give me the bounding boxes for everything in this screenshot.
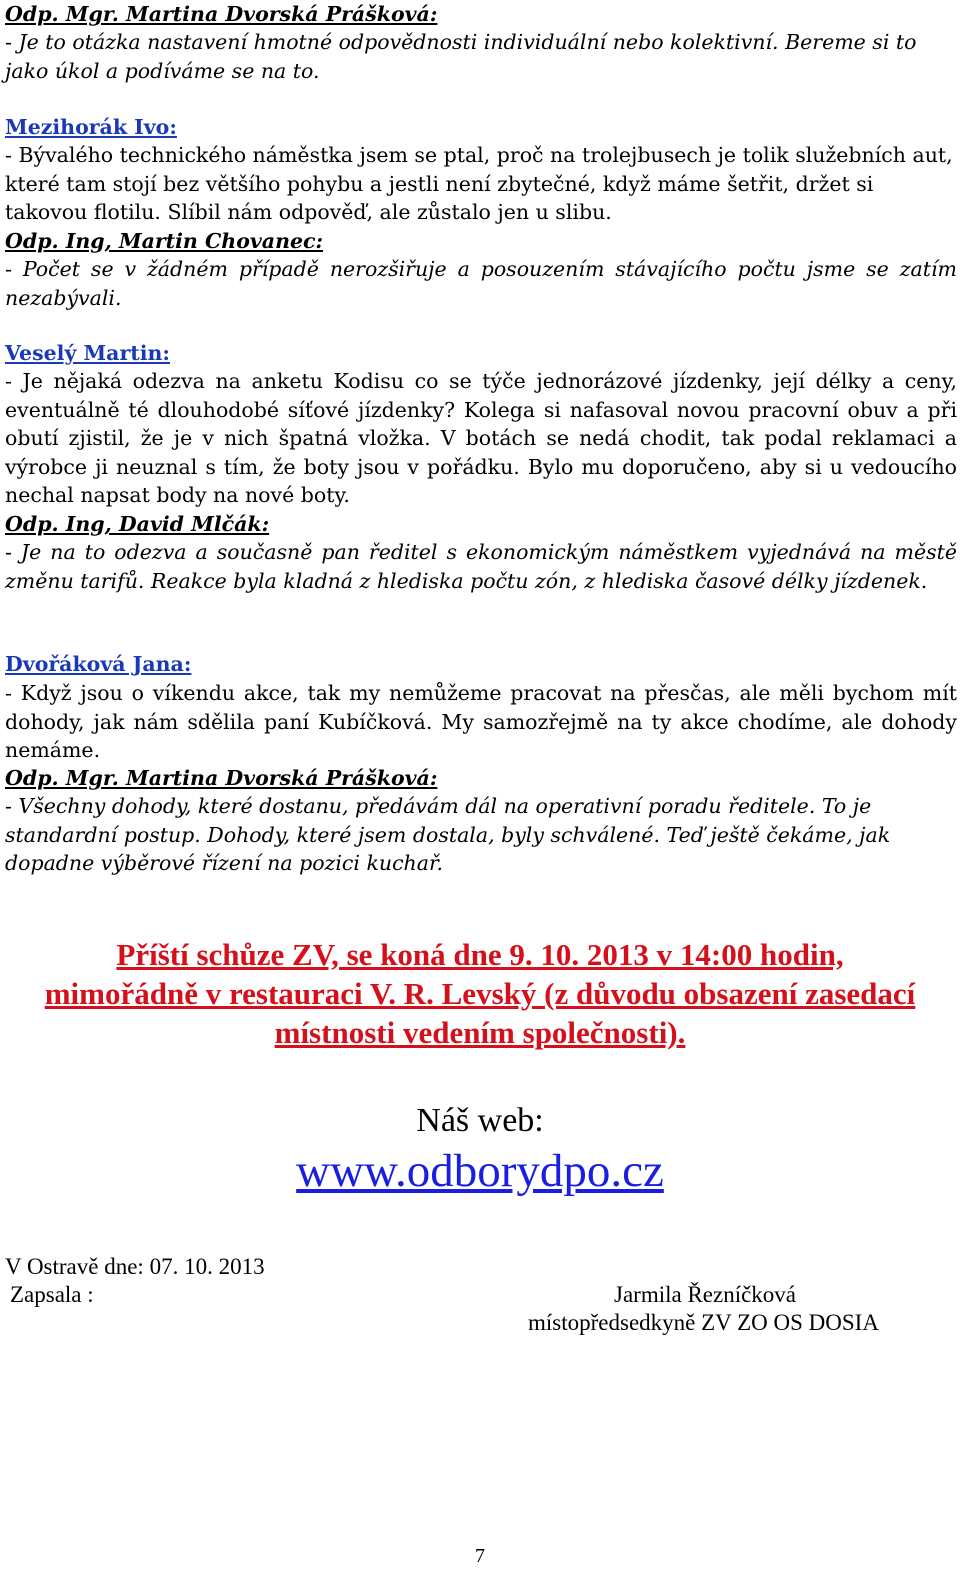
speaker-name: Veselý Martin: — [5, 341, 170, 365]
answer-text: - Všechny dohody, které dostanu, předávám dál na operativní poradu ředitele. To je standardní postup. Dohody, které jsem dostala, byly schválené. Teď ještě čekáme, jak dopadne výběrové řízení na pozici kuchař. — [5, 794, 891, 875]
next-meeting-notice-line-1: Příští schůze ZV, se koná dne 9. 10. 2013 v 14:00 hodin, — [116, 937, 844, 972]
answer-text: - Je na to odezva a současně pan ředitel s ekonomickým náměstkem vyjednává na městě změnu tarifů. Reakce byla kladná z hlediska počtu zón, z hlediska časové délky jízdenek. — [5, 540, 957, 593]
question-text: - Když jsou o víkendu akce, tak my nemůžeme pracovat na přesčas, ale měli bychom mít dohody, jak nám sdělila paní Kubíčková. My samozřejmě na ty akce chodíme, ale dohody nemáme. — [5, 681, 957, 762]
answer-speaker: Odp. Ing, Martin Chovanec: — [5, 229, 324, 253]
next-meeting-notice-line-3: místnosti vedením společnosti). — [274, 1015, 686, 1050]
speaker-name: Mezihorák Ivo: — [5, 115, 177, 139]
website-link[interactable]: www.odborydpo.cz — [296, 1145, 664, 1197]
answer-text: - Je to otázka nastavení hmotné odpovědnosti individuální nebo kolektivní. Bereme si to jako úkol a podíváme se na to. — [5, 30, 917, 83]
answer-speaker: Odp. Ing, David Mlčák: — [5, 512, 270, 536]
question-text: - Je nějaká odezva na anketu Kodisu co se týče jednorázové jízdenky, její délky a ceny, eventuálně té dlouhodobé síťové jízdenky? Kolega si nafasoval novou pracovní obuv a při obutí zjistil, že je v nich špatná vložka. V botách se nedá chodit, tak podal reklamaci a výrobce ji neuznal s tím, že boty jsou v pořádku. Bylo mu doporučeno, aby si u vedoucího nechal napsat body na nové boty. — [5, 369, 957, 507]
answer-speaker: Odp. Mgr. Martina Dvorská Prášková: — [5, 2, 438, 26]
page-number: 7 — [475, 1545, 485, 1567]
signer-name: Jarmila Řezníčková — [614, 1282, 797, 1307]
speaker-name: Dvořáková Jana: — [5, 652, 192, 676]
recorded-by-label: Zapsala : — [10, 1282, 94, 1307]
answer-text: - Počet se v žádném případě nerozšiřuje a posouzením stávajícího počtu jsme se zatím nezabývali. — [5, 257, 957, 310]
place-date: V Ostravě dne: 07. 10. 2013 — [5, 1254, 265, 1279]
signer-title: místopředsedkyně ZV ZO OS DOSIA — [528, 1310, 879, 1335]
answer-speaker: Odp. Mgr. Martina Dvorská Prášková: — [5, 766, 438, 790]
web-label: Náš web: — [416, 1102, 544, 1139]
question-text: - Bývalého technického náměstka jsem se ptal, proč na trolejbusech je tolik služebních aut, které tam stojí bez většího pohybu a jestli není zbytečné, když máme šetřit, držet si takovou flotilu. Slíbil nám odpověď, ale zůstalo jen u slibu. — [5, 143, 953, 224]
next-meeting-notice-line-2: mimořádně v restauraci V. R. Levský (z důvodu obsazení zasedací — [44, 976, 916, 1011]
